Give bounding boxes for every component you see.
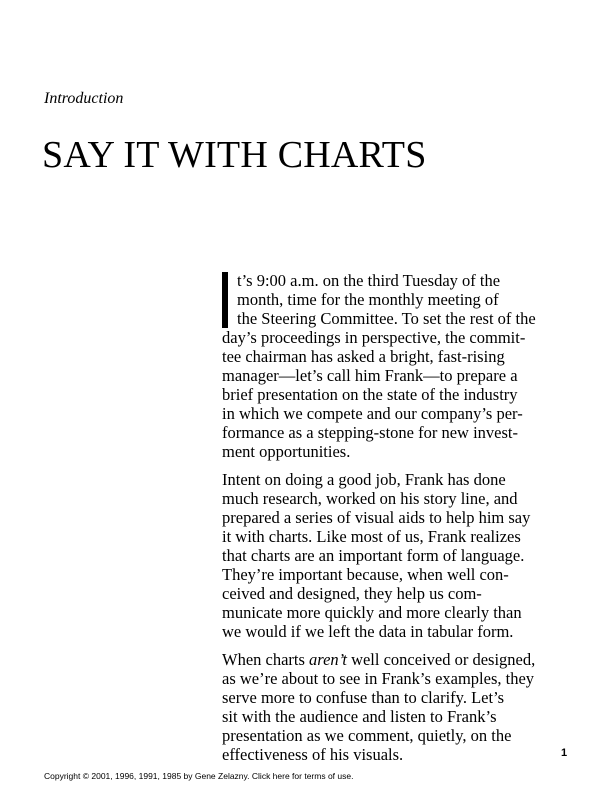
text-line: prepared a series of visual aids to help him say [222,508,531,527]
paragraph-1 [222,271,572,461]
section-label: Introduction [44,90,124,107]
text-line: effectiveness of his visuals. [222,745,404,764]
drop-cap-i-letter [222,272,228,328]
copyright-text: Copyright © 2001, 1996, 1991, 1985 by Gene Zelazny. [44,771,250,781]
paragraph-spacer [222,461,572,470]
text-line: we would if we left the data in tabular form. [222,622,514,641]
text-fragment: When charts [222,650,310,669]
text-line: month, time for the monthly meeting of [237,290,499,309]
text-line: tee chairman has asked a bright, fast-rising [222,347,505,366]
text-line: day’s proceedings in perspective, the commit- [222,328,526,347]
text-line: sit with the audience and listen to Frank’s [222,707,497,726]
text-fragment: well conceived or designed, [346,650,536,669]
text-line: Intent on doing a good job, Frank has done [222,470,506,489]
text-line: as we’re about to see in Frank’s examples, they [222,669,535,688]
terms-of-use-link[interactable]: Click here for terms of use. [251,771,354,781]
text-line [222,650,572,669]
text-line: in which we compete and our company’s per- [222,404,523,423]
copyright-footer [44,770,353,782]
text-line: manager—let’s call him Frank—to prepare a [222,366,518,385]
text-line: municate more quickly and more clearly than [222,603,522,622]
text-line: They’re important because, when well con- [222,565,509,584]
text-line: brief presentation on the state of the industry [222,385,518,404]
paragraph-3 [222,650,572,764]
text-line: ceived and designed, they help us com- [222,584,482,603]
paragraph-spacer [222,641,572,650]
text-line: much research, worked on his story line, and [222,489,518,508]
text-line: that charts are an important form of language. [222,546,525,565]
text-line: formance as a stepping-stone for new invest- [222,423,518,442]
text-line: ment opportunities. [222,442,351,461]
text-line: t’s 9:00 a.m. on the third Tuesday of the [237,271,501,290]
text-line: the Steering Committee. To set the rest of the [237,309,536,328]
text-line: it with charts. Like most of us, Frank realizes [222,527,521,546]
text-line: presentation as we comment, quietly, on the [222,726,512,745]
text-line: serve more to confuse than to clarify. Let’s [222,688,505,707]
page-number: 1 [561,747,568,759]
chapter-title: SAY IT WITH CHARTS [42,134,427,176]
emphasized-word: aren’t [309,650,347,669]
body-text [222,271,572,764]
paragraph-2 [222,470,572,641]
